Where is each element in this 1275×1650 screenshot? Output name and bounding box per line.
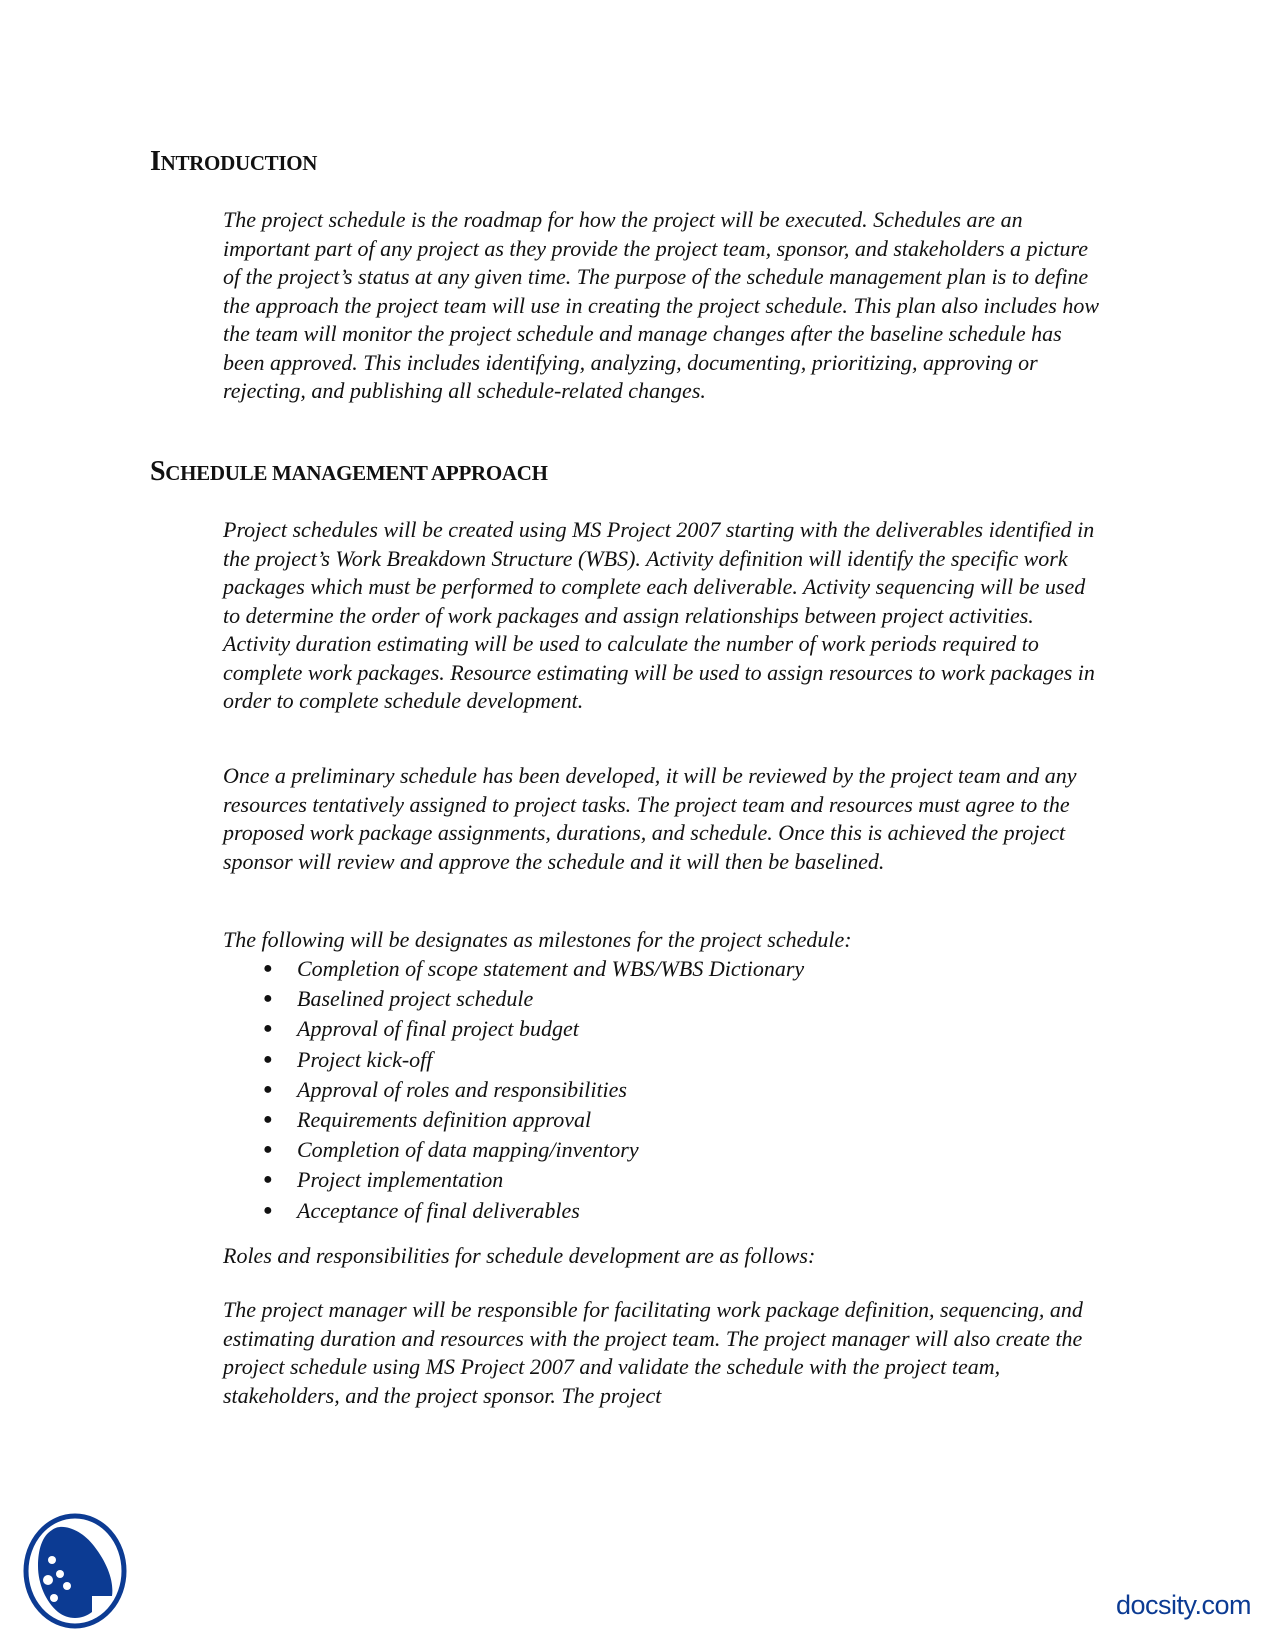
docsity-logo-icon[interactable] bbox=[22, 1512, 128, 1630]
bullet-icon: ● bbox=[263, 1171, 273, 1189]
bullet-icon: ● bbox=[263, 1020, 273, 1038]
bullet-icon: ● bbox=[263, 1141, 273, 1159]
list-item bbox=[223, 1135, 1103, 1165]
docsity-brand-link[interactable]: docsity.com bbox=[1115, 1590, 1251, 1620]
bullet-icon: ● bbox=[263, 1110, 273, 1128]
list-item bbox=[223, 1045, 1103, 1075]
list-item-text: Completion of data mapping/inventory bbox=[297, 1137, 639, 1163]
list-item bbox=[223, 1196, 1103, 1226]
approach-paragraph-1: Project schedules will be created using MS Project 2007 starting with the deliverables identified in the project’s Work Breakdown Structure (WBS). Activity definition will identify the specific work packages which must be performed to complete each deliverable. Activity sequencing will be used to determine the order of work packages and assign relationships between project activities. Activity duration estimating will be used to calculate the number of work periods required to complete work packages. Resource estimating will be used to assign resources to work packages in order to complete schedule development. bbox=[223, 517, 1095, 713]
approach-paragraph-2: Once a preliminary schedule has been developed, it will be reviewed by the project team and any resources tentatively assigned to project tasks. The project team and resources must agree to the proposed work package assignments, durations, and schedule. Once this is achieved the project sponsor will review and approve the schedule and it will then be baselined. bbox=[223, 763, 1077, 874]
list-item-text: Project kick-off bbox=[297, 1046, 433, 1072]
heading-cap: I bbox=[150, 146, 161, 177]
bullet-icon: ● bbox=[263, 990, 273, 1008]
list-item-text: Approval of roles and responsibilities bbox=[297, 1076, 627, 1102]
heading-rest: NTRODUCTION bbox=[160, 151, 318, 175]
list-item bbox=[223, 984, 1103, 1014]
list-item bbox=[223, 954, 1103, 984]
bullet-icon: ● bbox=[263, 1050, 273, 1068]
heading-cap: S bbox=[150, 456, 166, 487]
list-item bbox=[223, 1014, 1103, 1044]
bullet-icon: ● bbox=[263, 1080, 273, 1098]
heading-rest: CHEDULE MANAGEMENT APPROACH bbox=[165, 461, 548, 485]
list-item-text: Baselined project schedule bbox=[297, 986, 534, 1012]
list-item-text: Requirements definition approval bbox=[297, 1106, 592, 1132]
intro-paragraph: The project schedule is the roadmap for how the project will be executed. Schedules are an important part of any project as they provide the project team, sponsor, and stakeholders a picture of the project’s status at any given time. The purpose of the schedule management plan is to define the approach the project team will use in creating the project schedule. This plan also includes how the team will monitor the project schedule and manage changes after the baseline schedule has been approved. This includes identifying, analyzing, documenting, prioritizing, approving or rejecting, and publishing all schedule-related changes. bbox=[223, 207, 1100, 403]
list-item-text: Acceptance of final deliverables bbox=[297, 1197, 580, 1223]
milestones-intro: The following will be designates as milestones for the project schedule: bbox=[223, 927, 852, 952]
bullet-icon: ● bbox=[263, 960, 273, 977]
list-item-text: Completion of scope statement and WBS/WBS Dictionary bbox=[297, 956, 805, 981]
list-item-text: Approval of final project budget bbox=[297, 1016, 579, 1042]
milestones-list bbox=[223, 954, 1103, 1226]
roles-paragraph: The project manager will be responsible for facilitating work package definition, sequencing, and estimating duration and resources with the project team. The project manager will also create the project schedule using MS Project 2007 and validate the schedule with the project team, stakeholders, and the project sponsor. The project bbox=[223, 1297, 1083, 1408]
list-item bbox=[223, 1075, 1103, 1105]
heading-introduction bbox=[150, 146, 317, 178]
list-item bbox=[223, 1105, 1103, 1135]
heading-schedule-management-approach bbox=[150, 456, 548, 488]
list-item-text: Project implementation bbox=[297, 1167, 504, 1193]
list-item bbox=[223, 1165, 1103, 1195]
roles-intro: Roles and responsibilities for schedule development are as follows: bbox=[223, 1243, 816, 1268]
bullet-icon: ● bbox=[263, 1201, 273, 1219]
